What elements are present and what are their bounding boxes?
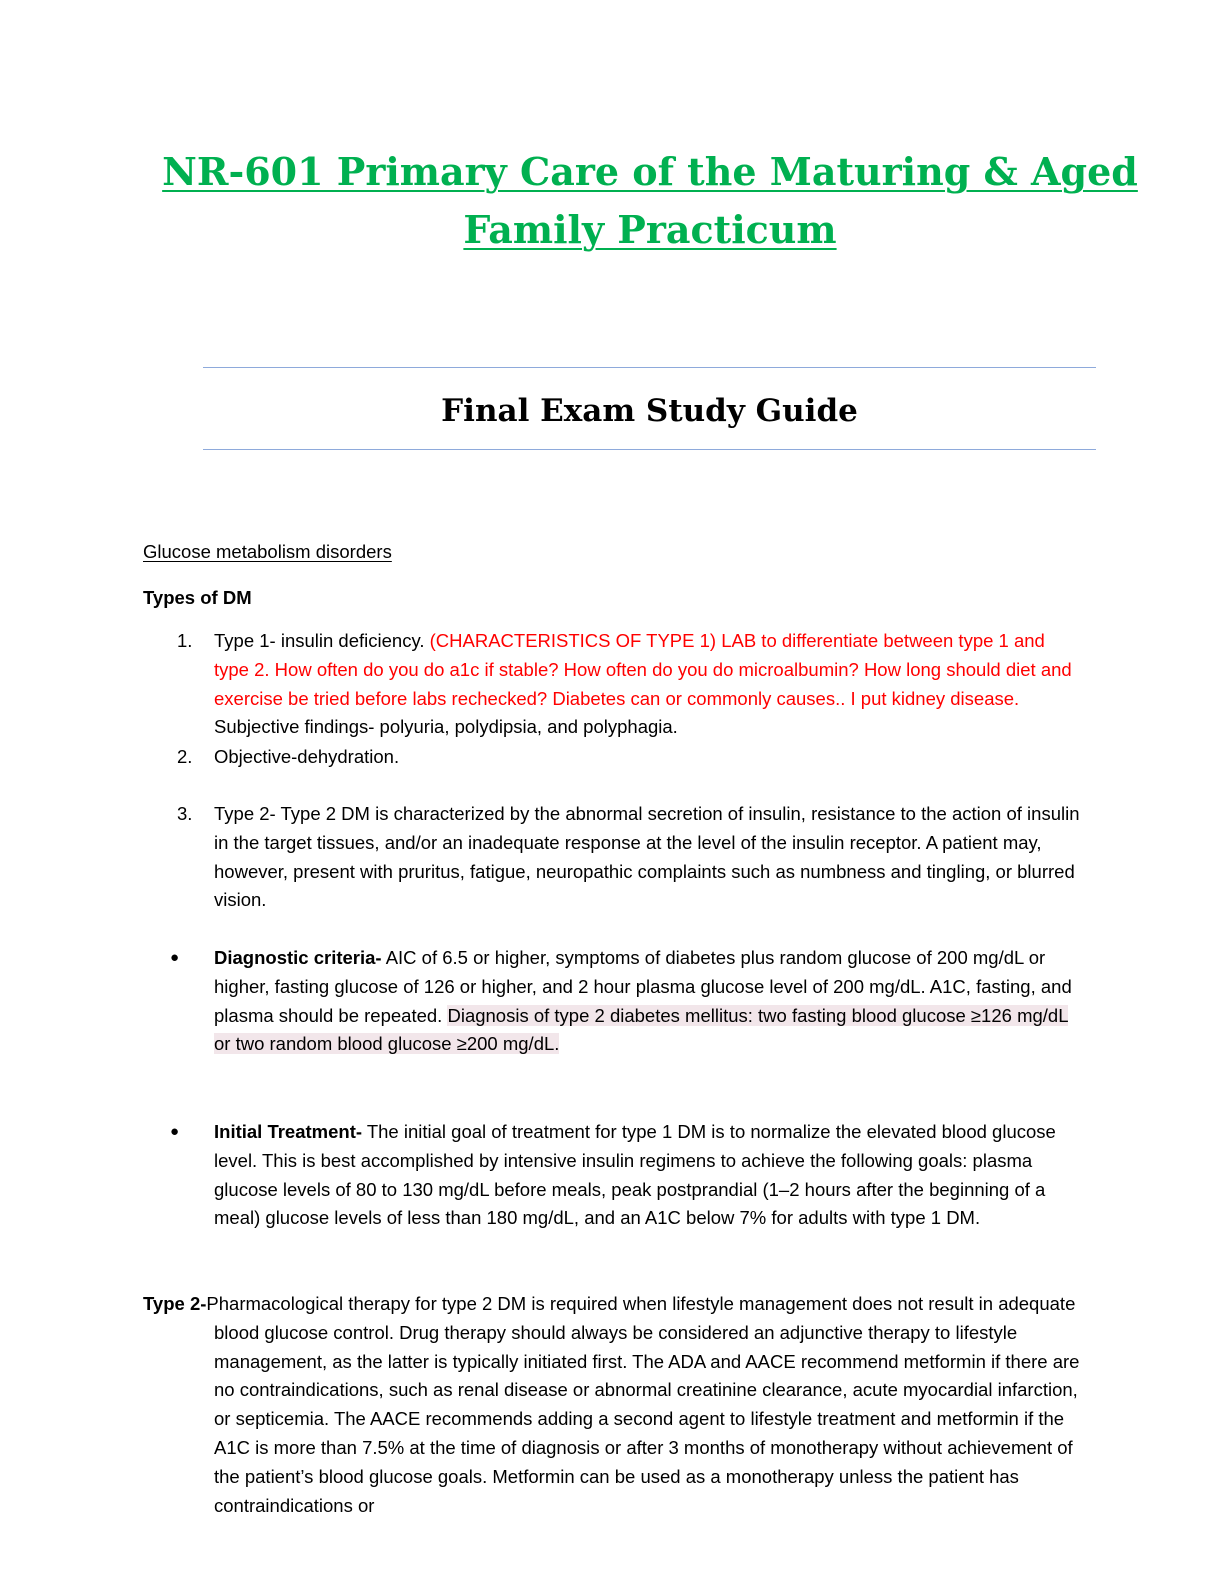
- diagnostic-label: Diagnostic criteria-: [214, 947, 382, 968]
- initial-treatment-label: Initial Treatment-: [214, 1121, 363, 1142]
- title-line-2: Family Practicum: [463, 207, 837, 252]
- type2-therapy-label: Type 2-: [143, 1293, 207, 1314]
- item1-plain-end: Subjective findings- polyuria, polydipsia, and polyphagia.: [214, 716, 678, 738]
- title-line-1: NR-601 Primary Care of the Maturing & Aged: [162, 149, 1138, 194]
- bullet-initial-treatment: [170, 1118, 1084, 1233]
- list-item-type2: [177, 800, 1084, 915]
- item1-plain-start: Type 1- insulin deficiency.: [214, 630, 430, 651]
- subtitle-bottom-rule: [203, 449, 1096, 450]
- item2-text: Objective-dehydration.: [214, 746, 400, 767]
- diagnostic-text: AIC of 6.5 or higher, symptoms of diabetes plus random glucose of 200 mg/dL or higher, fasting glucose of 126 or higher, and 2 hour plasma glucose level of 200 mg/dL. A1C, fasting, and plasma should be repeated.: [214, 947, 1072, 1026]
- list-item-type1: [177, 627, 1084, 742]
- list-marker: 1.: [177, 630, 193, 651]
- item1-red-questions: (CHARACTERISTICS OF TYPE 1) LAB to differentiate between type 1 and type 2. How often do you do a1c if stable? How often do you do microalbumin? How long should diet and exercise be tried before labs rechecked? Diabetes can or commonly causes.. I put kidney disease.: [214, 630, 1072, 709]
- item3-text: Type 2- Type 2 DM is characterized by the abnormal secretion of insulin, resistance to the action of insulin in the target tissues, and/or an inadequate response at the level of the insulin receptor. A patient may, however, present with pruritus, fatigue, neuropathic complaints such as numbness and tingling, or blurred vision.: [214, 803, 1080, 911]
- section-heading: Glucose metabolism disorders: [143, 541, 392, 562]
- type2-therapy-text: Pharmacological therapy for type 2 DM is required when lifestyle management does not result in adequate blood glucose control. Drug therapy should always be considered an adjunctive therapy to lifestyle management, as the latter is typically initiated first. The ADA and AACE recommend metformin if there are no contraindications, such as renal disease or abnormal creatinine clearance, acute myocardial infarction, or septicemia. The AACE recommends adding a second agent to lifestyle treatment and metformin if the A1C is more than 7.5% at the time of diagnosis or after 3 months of monotherapy without achievement of the patient’s blood glucose goals. Metformin can be used as a monotherapy unless the patient has contraindications or: [206, 1293, 1080, 1516]
- subtitle-top-rule: [203, 367, 1096, 368]
- diagnostic-highlight: Diagnosis of type 2 diabetes mellitus: two fasting blood glucose ≥126 mg/dL or two random blood glucose ≥200 mg/dL.: [214, 1004, 1069, 1055]
- bullet-diagnostic-criteria: [170, 944, 1084, 1059]
- type2-therapy-paragraph: [143, 1290, 1084, 1520]
- bullet-dot: ●: [170, 949, 180, 966]
- types-heading: Types of DM: [143, 587, 252, 608]
- list-item-objective: [177, 743, 1084, 772]
- initial-treatment-text: The initial goal of treatment for type 1 DM is to normalize the elevated blood glucose level. This is best accomplished by intensive insulin regimens to achieve the following goals: plasma glucose levels of 80 to 130 mg/dL before meals, peak postprandial (1–2 hours after the beginning of a meal) glucose levels of less than 180 mg/dL, and an A1C below 7% for adults with type 1 DM.: [214, 1121, 1056, 1229]
- document-title: [100, 143, 1200, 259]
- document-subtitle: Final Exam Study Guide: [441, 393, 858, 429]
- list-marker: 2.: [177, 746, 193, 767]
- type2-therapy-body: [143, 1290, 1084, 1520]
- bullet-dot: ●: [170, 1123, 180, 1140]
- list-marker: 3.: [177, 803, 193, 824]
